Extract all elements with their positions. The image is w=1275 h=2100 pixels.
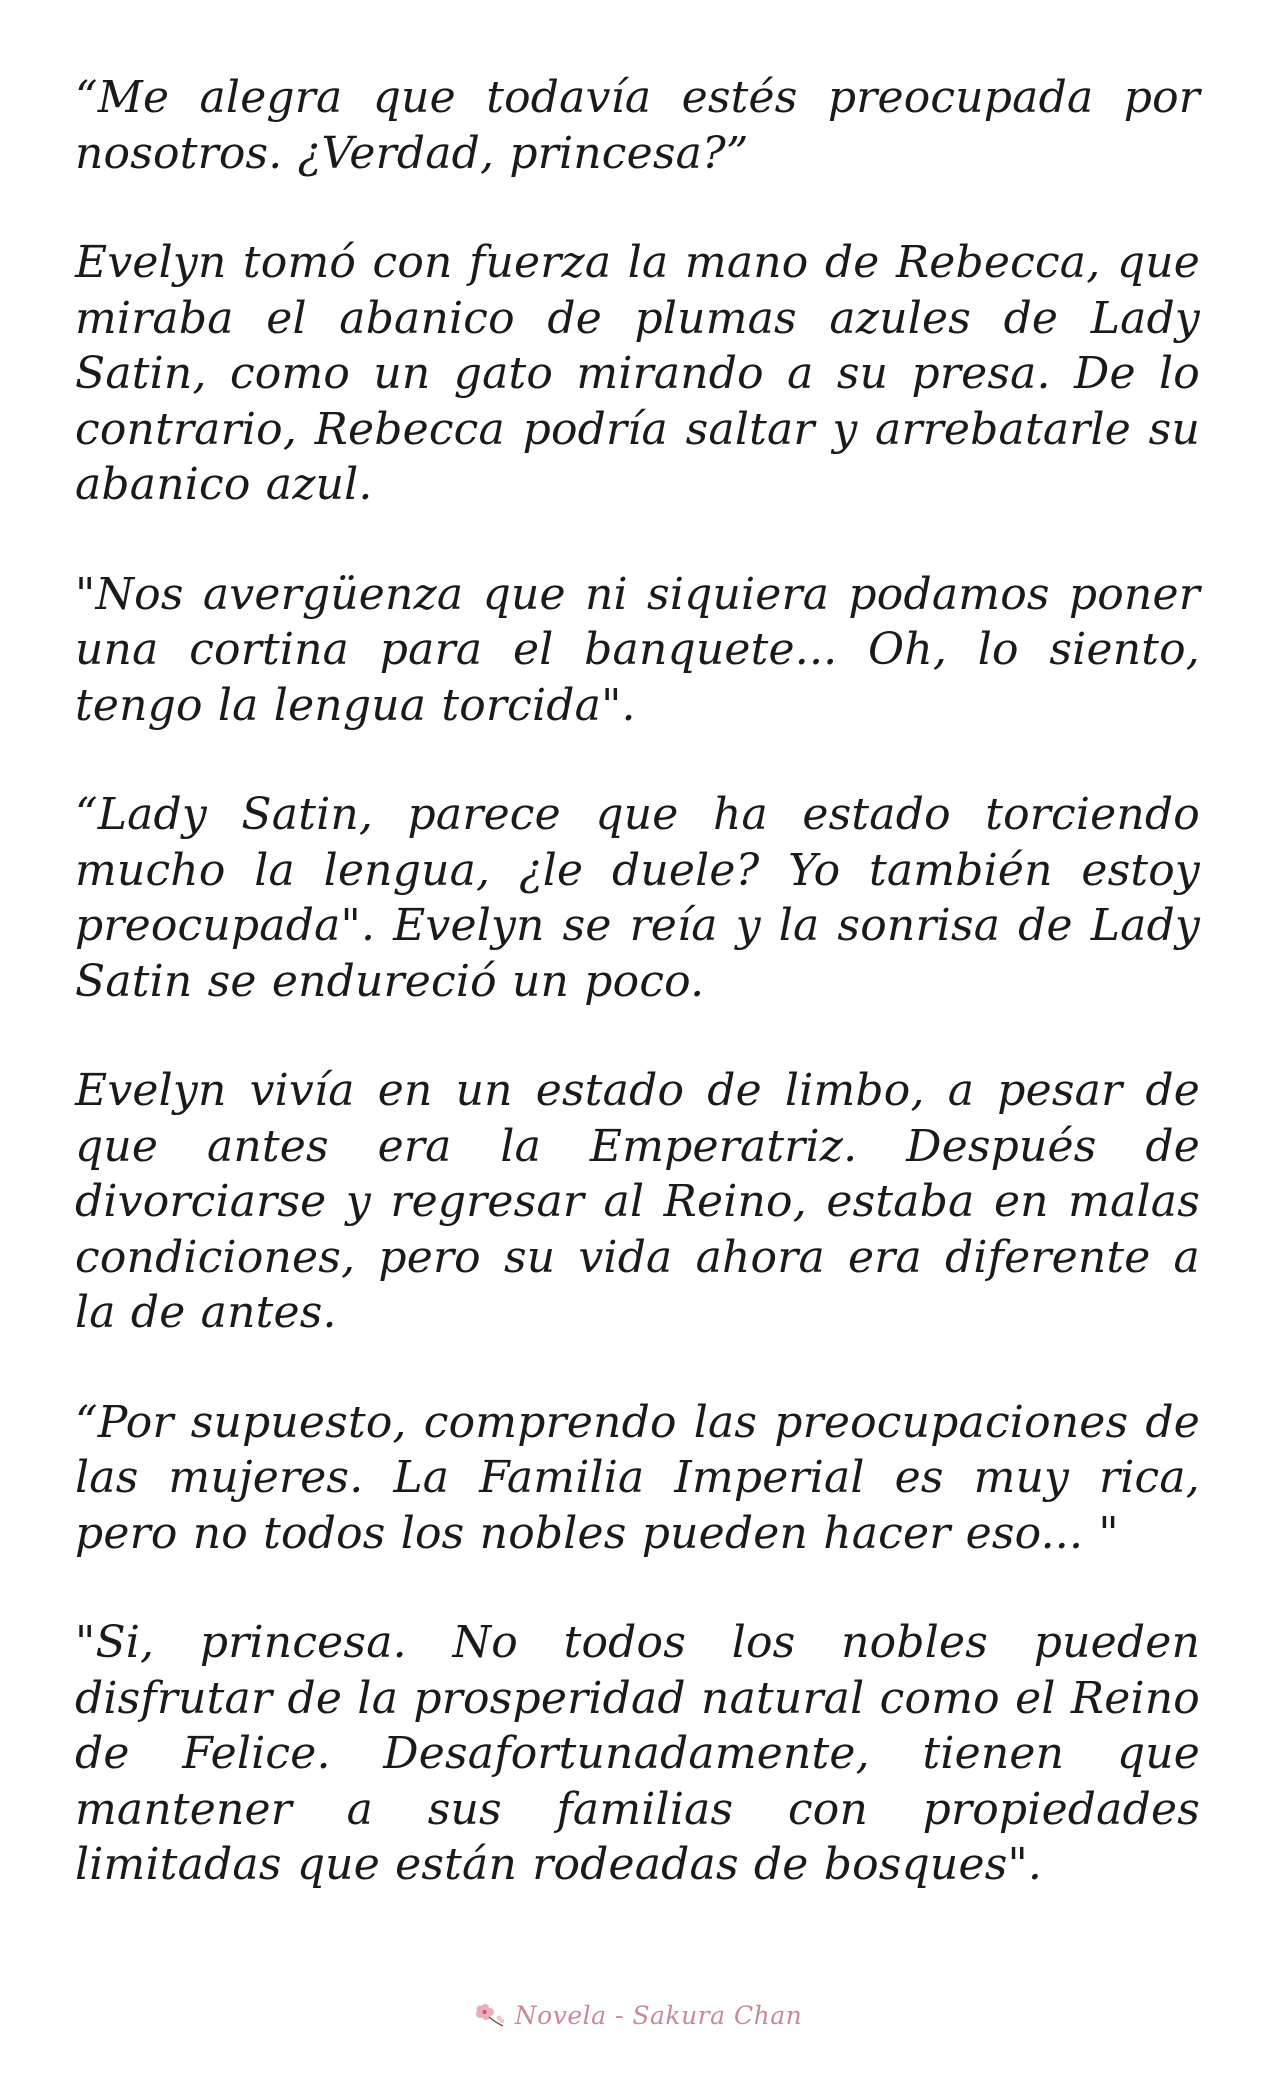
paragraph-2: Evelyn tomó con fuerza la mano de Rebecca, que miraba el abanico de plumas azules de Lady Satin, como un gato mirando a su presa. De lo contrario, Rebecca podría saltar y arrebatarle su abanico azul. [75,237,1200,510]
paragraph-1: “Me alegra que todavía estés preocupada por nosotros. ¿Verdad, princesa?” [75,72,1200,179]
paragraph-5: Evelyn vivía en un estado de limbo, a pesar de que antes era la Emperatriz. Después de divorciarse y regresar al Reino, estaba en malas condiciones, pero su vida ahora era diferente a la de antes. [75,1065,1200,1338]
paragraph-4: “Lady Satin, parece que ha estado torciendo mucho la lengua, ¿le duele? Yo también estoy preocupada". Evelyn se reía y la sonrisa de Lady Satin se endureció un poco. [75,789,1200,1007]
watermark-text: Novela - Sakura Chan [514,2000,803,2030]
paragraph-3: "Nos avergüenza que ni siquiera podamos poner una cortina para el banquete... Oh, lo siento, tengo la lengua torcida". [75,568,1200,731]
paragraph-7: "Si, princesa. No todos los nobles pueden disfrutar de la prosperidad natural como el Reino de Felice. Desafortunadamente, tienen que mantener a sus familias con propiedades limitadas que están rodeadas de bosques". [75,1617,1200,1890]
watermark [0,1995,1275,2035]
sakura-flower-icon [473,2000,507,2030]
document-body [75,70,1200,1947]
paragraph-6: “Por supuesto, comprendo las preocupaciones de las mujeres. La Familia Imperial es muy rica, pero no todos los nobles pueden hacer eso... " [75,1396,1200,1559]
